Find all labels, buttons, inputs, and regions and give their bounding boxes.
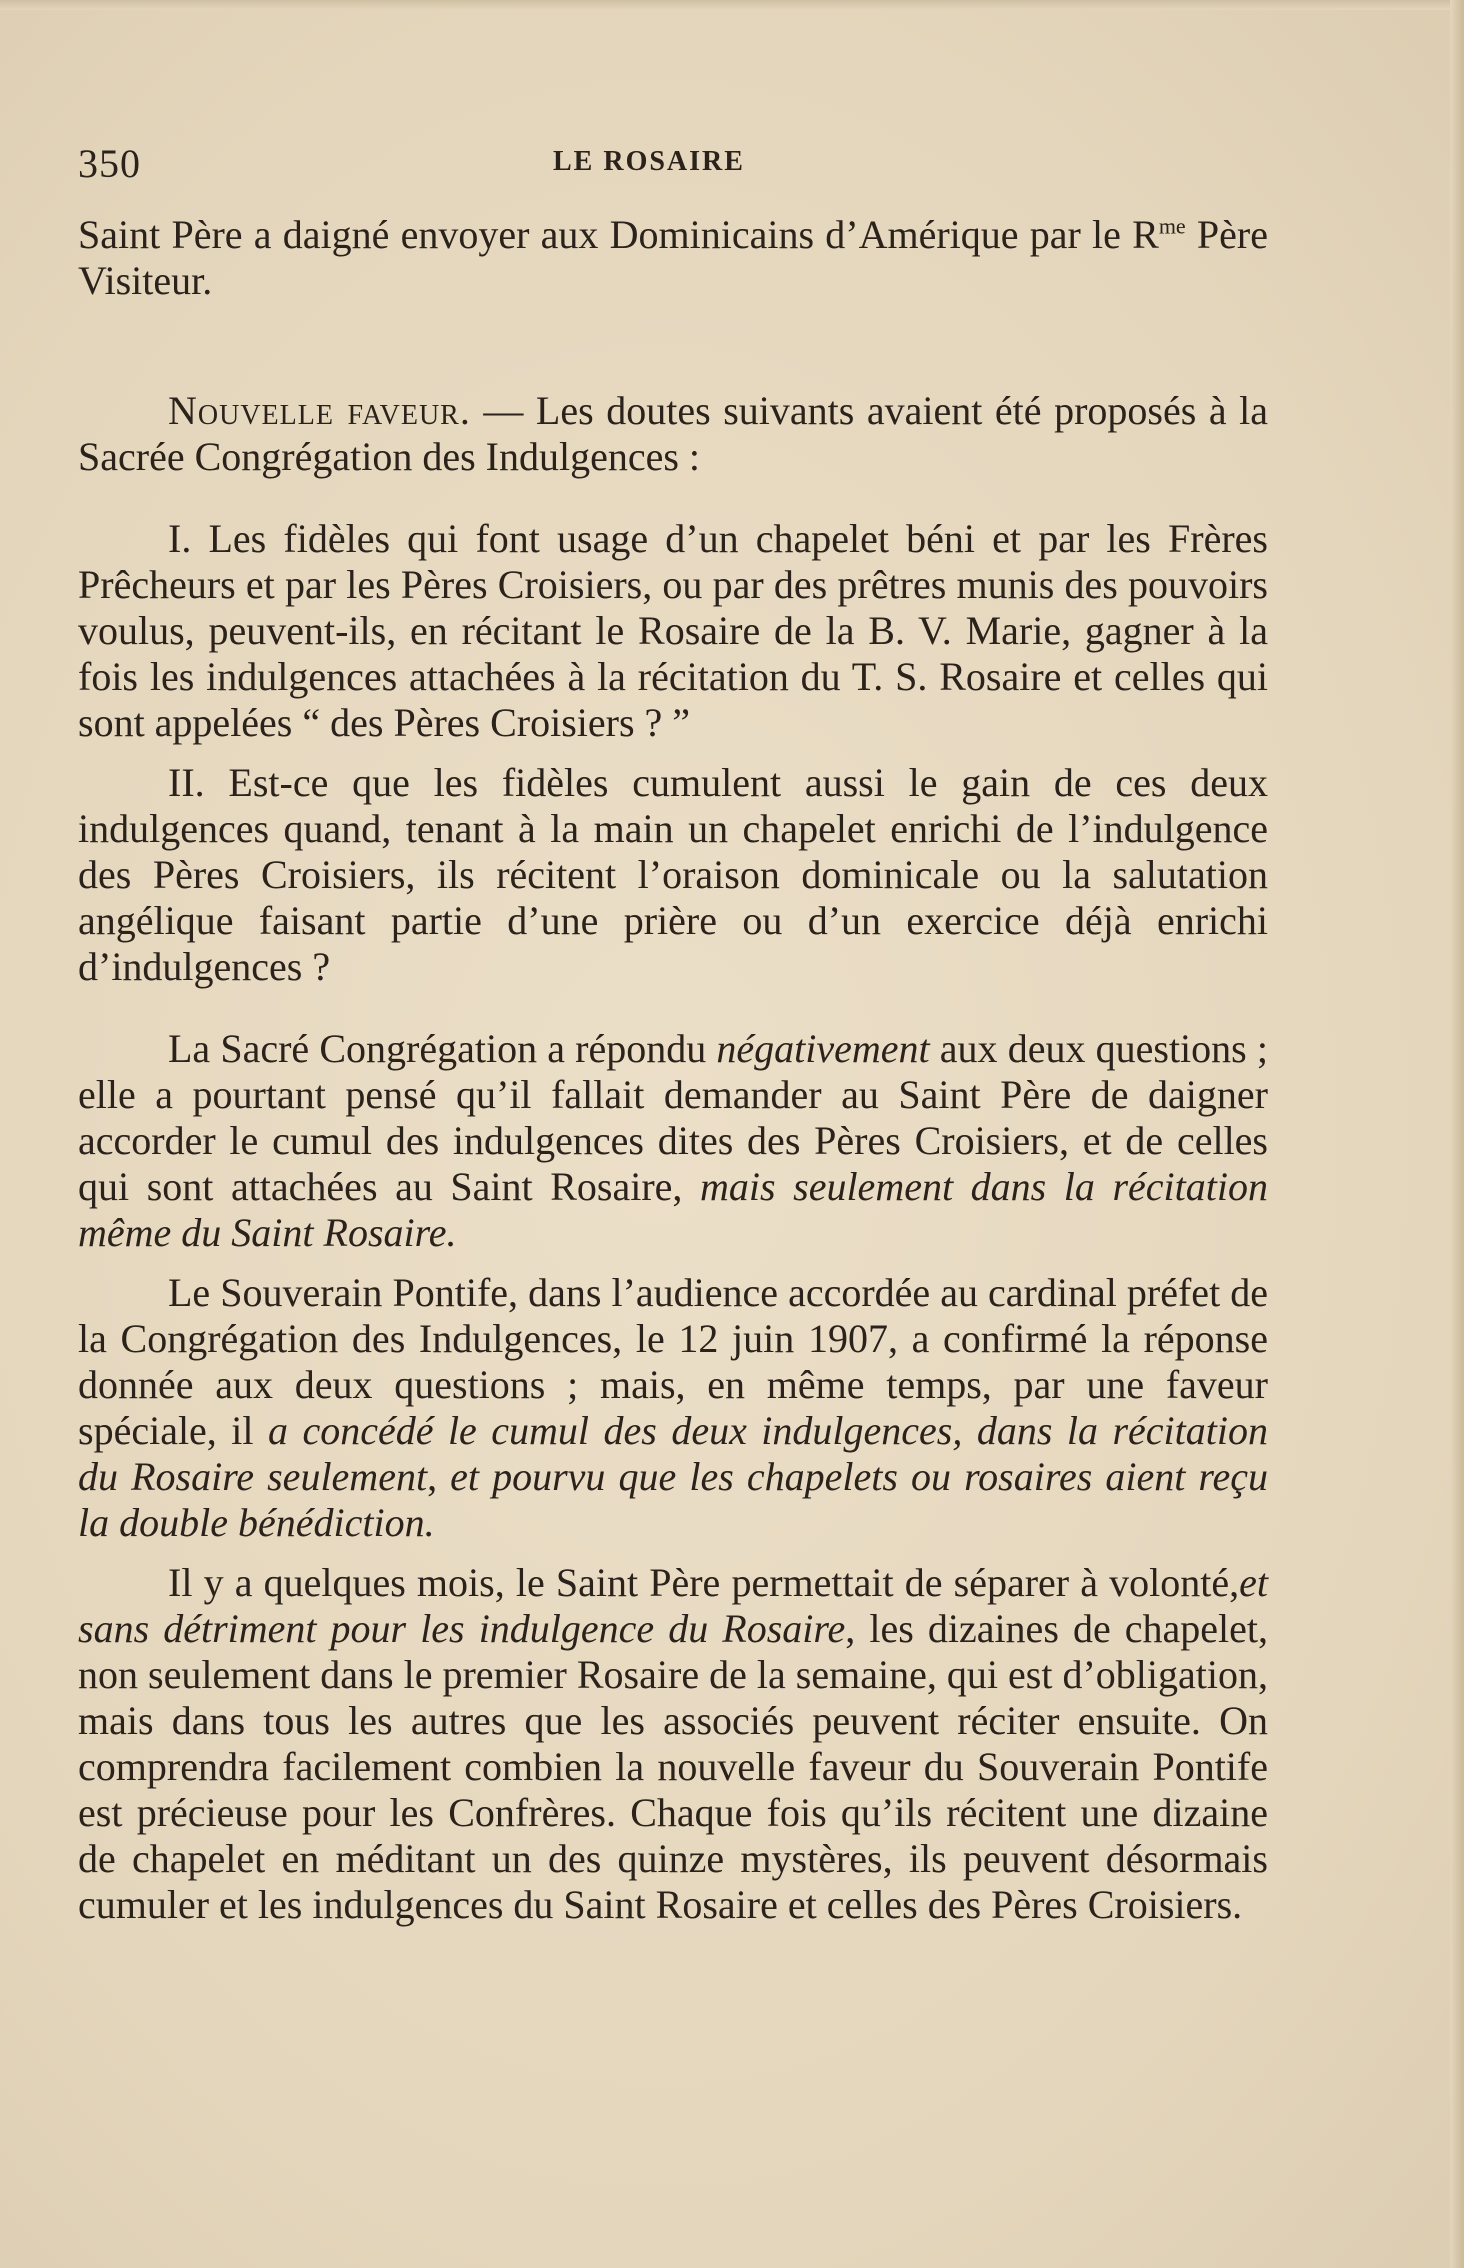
paragraph-pontiff: Le Souverain Pontife, dans l’audience accordée au cardinal préfet de la Congrégation des Indulgences, le 12 juin 1907, a confirmé la réponse donnée aux deux questions ; mais, en même temps, par une faveur spéciale, il a concédé le cumul des deux indulgences, dans la récitation du Rosaire seulement, et pourvu que les chapelets ou rosaires aient reçu la double bénédiction. [78, 1270, 1269, 1545]
ordinal-superscript: me [1158, 213, 1186, 239]
question-2: II. Est-ce que les fidèles cumulent aussi le gain de ces deux indulgences quand, tenant à la main un chapelet enrichi de l’indulgence des Pères Croisiers, ils récitent l’oraison dominicale ou la salutation angélique faisant partie d’une prière ou d’un exercice déjà enrichi d’indulgences ? [78, 760, 1268, 989]
page-top-edge [0, 0, 1464, 10]
paragraph-1: Saint Père a daigné envoyer aux Dominicains d’Amérique par le $R^{me}$ Père Visiteur. [78, 212, 1269, 303]
paragraph-nouvelle-faveur: Nouvelle faveur. — Les doutes suivants avaient été proposés à la Sacrée Congrégation des Indulgences : [78, 388, 1268, 479]
question-1: I. Les fidèles qui font usage d’un chapelet béni et par les Frères Prêcheurs et par les Pères Croisiers, ou par des prêtres munis des pouvoirs voulus, peuvent-ils, en récitant le Rosaire de la B. V. Marie, gagner à la fois les indulgences attachées à la récitation du T. S. Rosaire et celles qui sont appelées “ des Pères Croisiers ? ” [78, 516, 1268, 745]
paragraph-closing: Il y a quelques mois, le Saint Père permettait de séparer à volonté,et sans détriment pour les indulgence du Rosaire, les dizaines de chapelet, non seulement dans le premier Rosaire de la semaine, qui est d’obligation, mais dans tous les autres que les associés peuvent réciter ensuite. On comprendra facilement combien la nouvelle faveur du Souverain Pontife est précieuse pour les Confrères. Chaque fois qu’ils récitent une dizaine de chapelet en méditant un des quinze mystères, ils peuvent désormais cumuler et les indulgences du Saint Rosaire et celles des Pères Croisiers. [78, 1560, 1269, 1927]
page-number: 350 [78, 141, 141, 186]
paragraph-response: La Sacré Congrégation a répondu négativement aux deux questions ; elle a pourtant pensé qu’il fallait demander au Saint Père de daigner accorder le cumul des indulgences dites des Pères Croisiers, et de celles qui sont attachées au Saint Rosaire, mais seulement dans la récitation même du Saint Rosaire. [78, 1026, 1269, 1255]
body-text [78, 212, 1268, 1928]
running-head: LE ROSAIRE [553, 146, 745, 177]
page-header [78, 140, 1278, 200]
page-right-edge [1450, 0, 1464, 2268]
section-label: Nouvelle faveur. [168, 388, 471, 433]
